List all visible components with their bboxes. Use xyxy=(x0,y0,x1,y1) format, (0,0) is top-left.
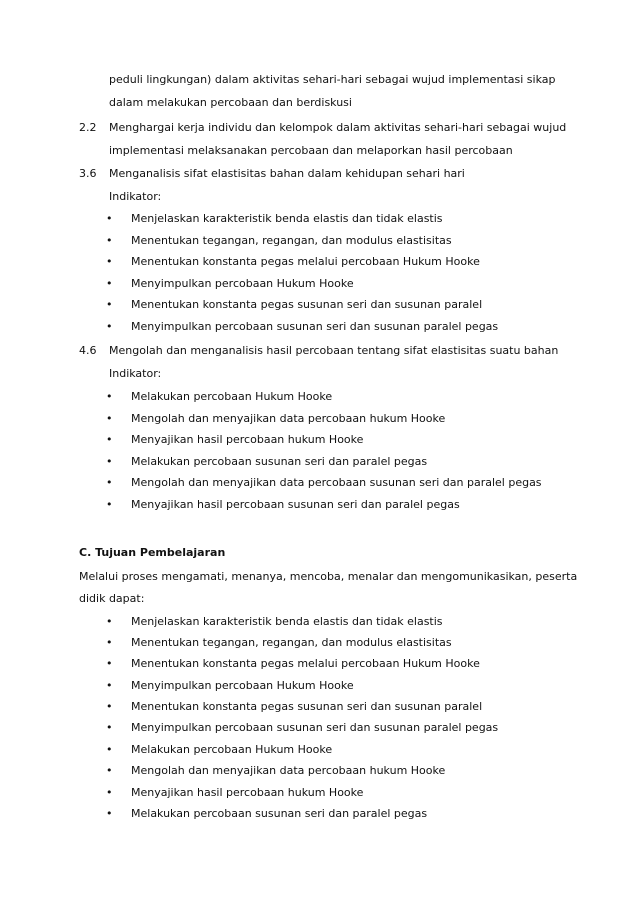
bullet-icon: • xyxy=(106,320,113,333)
bullet-icon: • xyxy=(106,615,113,628)
list-item: Mengolah dan menyajikan data percobaan hukum Hooke xyxy=(131,412,446,425)
list-item: Melakukan percobaan Hukum Hooke xyxy=(131,743,333,756)
bullet-icon: • xyxy=(106,786,113,799)
list-item: Menyimpulkan percobaan susunan seri dan susunan paralel pegas xyxy=(131,721,499,734)
list-item: Melakukan percobaan susunan seri dan paralel pegas xyxy=(131,455,428,468)
list-item: Menyajikan hasil percobaan susunan seri dan paralel pegas xyxy=(131,498,460,511)
indicator-label: Indikator: xyxy=(109,367,162,380)
bullet-icon: • xyxy=(106,455,113,468)
list-item: Menyimpulkan percobaan susunan seri dan susunan paralel pegas xyxy=(131,320,499,333)
bullet-icon: • xyxy=(106,657,113,670)
list-item: Menentukan tegangan, regangan, dan modulus elastisitas xyxy=(131,636,452,649)
list-item: Menjelaskan karakteristik benda elastis dan tidak elastis xyxy=(131,615,443,628)
bullet-icon: • xyxy=(106,255,113,268)
bullet-icon: • xyxy=(106,700,113,713)
list-item: Menyimpulkan percobaan Hukum Hooke xyxy=(131,277,354,290)
bullet-icon: • xyxy=(106,234,113,247)
bullet-icon: • xyxy=(106,721,113,734)
intro-line: dalam melakukan percobaan dan berdiskusi xyxy=(109,96,352,109)
list-item: Mengolah dan menyajikan data percobaan susunan seri dan paralel pegas xyxy=(131,476,542,489)
list-item: Menentukan konstanta pegas melalui percobaan Hukum Hooke xyxy=(131,255,480,268)
bullet-icon: • xyxy=(106,412,113,425)
list-item: Menentukan konstanta pegas susunan seri dan susunan paralel xyxy=(131,298,483,311)
list-item: Melakukan percobaan Hukum Hooke xyxy=(131,390,333,403)
kd-number: 3.6 xyxy=(79,167,97,180)
bullet-icon: • xyxy=(106,390,113,403)
bullet-icon: • xyxy=(106,277,113,290)
bullet-icon: • xyxy=(106,498,113,511)
bullet-icon: • xyxy=(106,679,113,692)
intro-line: peduli lingkungan) dalam aktivitas sehari-hari sebagai wujud implementasi sikap xyxy=(109,73,556,86)
list-item: Menyimpulkan percobaan Hukum Hooke xyxy=(131,679,354,692)
list-item: Menentukan tegangan, regangan, dan modulus elastisitas xyxy=(131,234,452,247)
list-item: Menentukan konstanta pegas melalui percobaan Hukum Hooke xyxy=(131,657,480,670)
list-item: Melakukan percobaan susunan seri dan paralel pegas xyxy=(131,807,428,820)
list-item: Menjelaskan karakteristik benda elastis dan tidak elastis xyxy=(131,212,443,225)
kd-text: Menghargai kerja individu dan kelompok dalam aktivitas sehari-hari sebagai wujud xyxy=(109,121,567,134)
kd-text: implementasi melaksanakan percobaan dan melaporkan hasil percobaan xyxy=(109,144,513,157)
bullet-icon: • xyxy=(106,636,113,649)
kd-title: Menganalisis sifat elastisitas bahan dalam kehidupan sehari hari xyxy=(109,167,465,180)
indicator-label: Indikator: xyxy=(109,190,162,203)
kd-number: 2.2 xyxy=(79,121,97,134)
list-item: Mengolah dan menyajikan data percobaan hukum Hooke xyxy=(131,764,446,777)
bullet-icon: • xyxy=(106,433,113,446)
kd-title: Mengolah dan menganalisis hasil percobaan tentang sifat elastisitas suatu bahan xyxy=(109,344,559,357)
list-item: Menyajikan hasil percobaan hukum Hooke xyxy=(131,786,364,799)
kd-number: 4.6 xyxy=(79,344,97,357)
bullet-icon: • xyxy=(106,743,113,756)
bullet-icon: • xyxy=(106,764,113,777)
list-item: Menentukan konstanta pegas susunan seri dan susunan paralel xyxy=(131,700,483,713)
paragraph-line: didik dapat: xyxy=(79,592,145,605)
bullet-icon: • xyxy=(106,298,113,311)
bullet-icon: • xyxy=(106,476,113,489)
section-heading: C. Tujuan Pembelajaran xyxy=(79,546,226,559)
bullet-icon: • xyxy=(106,807,113,820)
paragraph-line: Melalui proses mengamati, menanya, mencoba, menalar dan mengomunikasikan, peserta xyxy=(79,570,578,583)
list-item: Menyajikan hasil percobaan hukum Hooke xyxy=(131,433,364,446)
bullet-icon: • xyxy=(106,212,113,225)
